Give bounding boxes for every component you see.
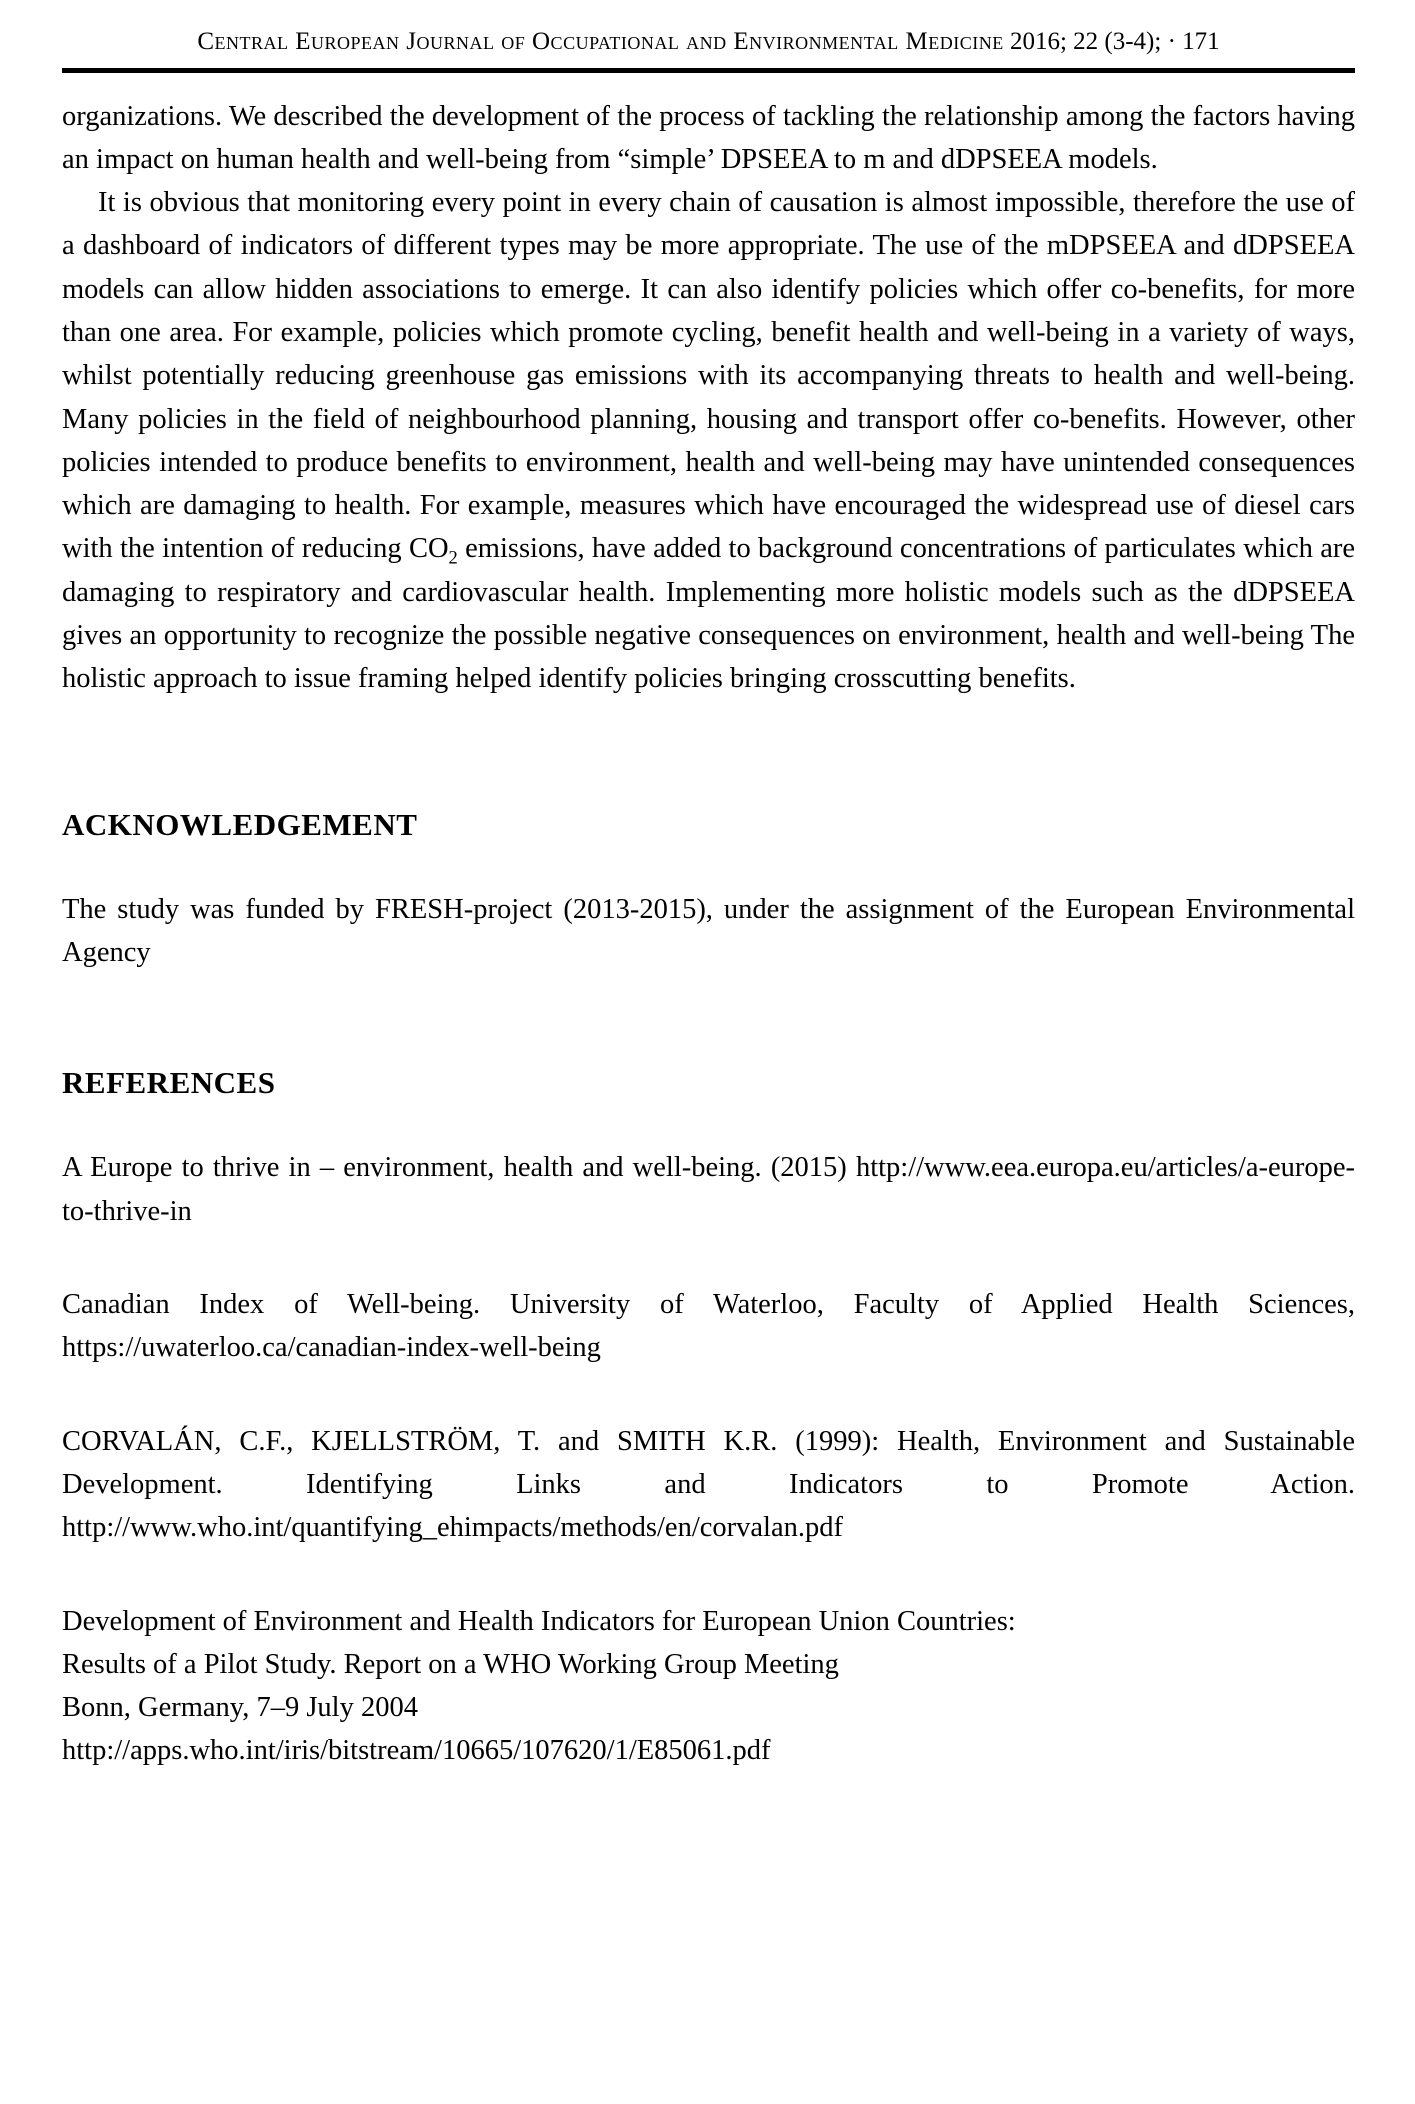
acknowledgement-text: The study was funded by FRESH-project (2013-2015), under the assignment of the European Environmental Agency — [62, 893, 1355, 969]
body-paragraph-2-text-continued: emissions, have added to background concentrations of particulates which are damaging to respiratory and cardiovascular health. Implementing more holistic models such as the dDPSEEA gives an opportunity to recognize the possible negative consequences on environment, health and well-being The holistic approach to issue framing helped identify policies bringing crosscutting benefits. — [62, 533, 1355, 695]
acknowledgement-heading: ACKNOWLEDGEMENT — [62, 806, 418, 842]
reference-item-4-line-4: http://apps.who.int/iris/bitstream/10665/107620/1/E85061.pdf — [62, 1735, 771, 1767]
reference-item-2: Canadian Index of Well-being. University of Waterloo, Faculty of Applied Health Sciences, https://uwaterloo.ca/canadian-index-well-being — [62, 1289, 1355, 1364]
article-body — [62, 95, 1355, 1773]
citation-and-page-number: 2016; 22 (3-4); · 171 — [1009, 28, 1220, 55]
reference-item-4 — [62, 1600, 1355, 1773]
reference-item-4-line-2: Results of a Pilot Study. Report on a WHO Working Group Meeting — [62, 1648, 839, 1680]
body-paragraph-2-text: It is obvious that monitoring every point in every chain of causation is almost impossible, therefore the use of a dashboard of indicators of different types may be more appropriate. The use of the mDPSEEA and dDPSEEA models can allow hidden associations to emerge. It can also identify policies which offer co-benefits, for more than one area. For example, policies which promote cycling, benefit health and well-being in a variety of ways, whilst potentially reducing greenhouse gas emissions with its accompanying threats to health and well-being. Many policies in the field of neighbourhood planning, housing and transport offer co-benefits. However, other policies intended to produce benefits to environment, health and well-being may have unintended consequences which are damaging to health. For example, measures which have encouraged the widespread use of diesel cars with the intention of reducing CO — [62, 187, 1355, 565]
running-header — [62, 26, 1355, 73]
reference-item-4-line-3: Bonn, Germany, 7–9 July 2004 — [62, 1692, 418, 1724]
co2-subscript: 2 — [448, 547, 458, 569]
journal-title: Central European Journal of Occupational and Environmental Medicine — [197, 28, 1004, 55]
reference-item-4-line-1: Development of Environment and Health Indicators for European Union Countries: — [62, 1605, 1016, 1637]
reference-item-1: A Europe to thrive in – environment, health and well-being. (2015) http://www.eea.europa.eu/articles/a-europe-to-thrive-in — [62, 1152, 1355, 1227]
references-heading: REFERENCES — [62, 1065, 276, 1101]
reference-item-3: CORVALÁN, C.F., KJELLSTRÖM, T. and SMITH K.R. (1999): Health, Environment and Sustainable Development. Identifying Links and Indicators to Promote Action. http://www.who.int/quantifying_ehimpacts/methods/en/corvalan.pdf — [62, 1425, 1355, 1544]
body-paragraph-2 — [62, 181, 1355, 701]
body-paragraph-1: organizations. We described the development of the process of tackling the relationship among the factors having an impact on human health and well-being from “simple’ DPSEEA to m and dDPSEEA models. — [62, 100, 1355, 175]
